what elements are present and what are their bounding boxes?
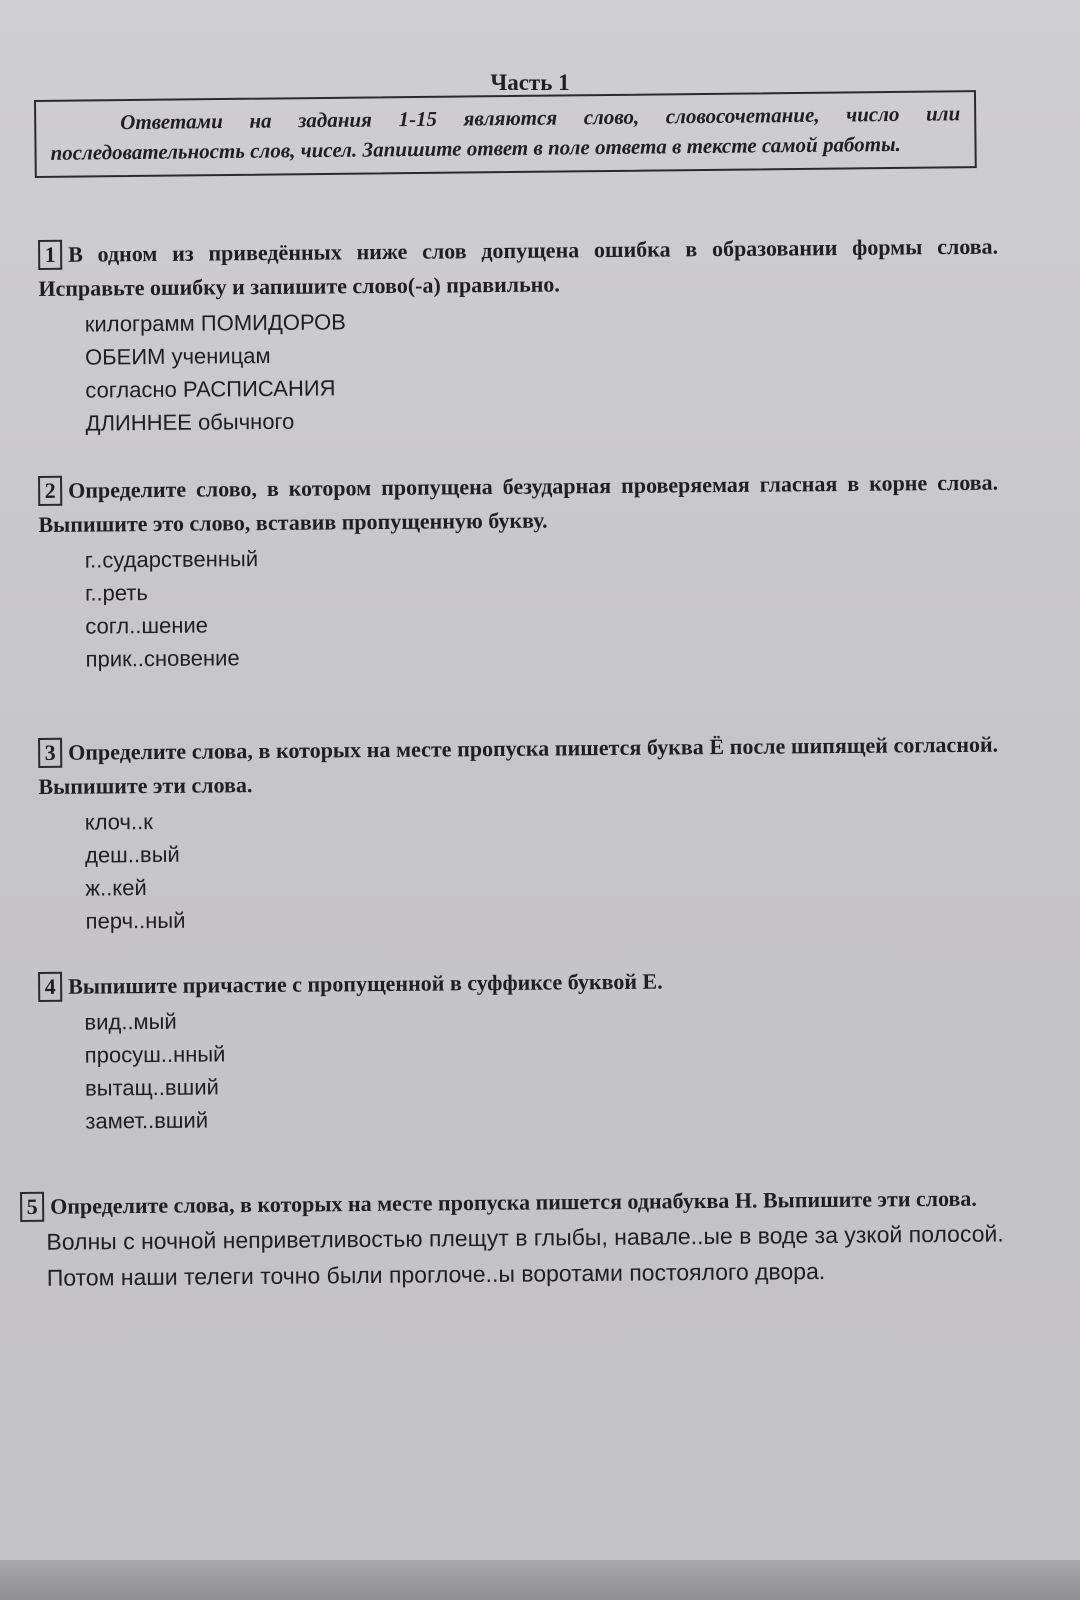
task-2 (38, 466, 1000, 676)
task-4 (38, 962, 999, 1138)
option-item: ДЛИННЕЕ обычного (85, 408, 295, 436)
part-title: Часть 1 (490, 70, 570, 95)
sentence-item: Потом наши телеги точно были проглоче..ы воротами постоялого двора. (46, 1257, 826, 1291)
option-item: ж..кей (85, 875, 147, 901)
task-number-box: 5 (20, 1192, 44, 1222)
task-4-prompt (38, 962, 998, 1004)
sentence-item: Волны с ночной неприветливостью плещут в глыбы, навале..ые в воде за узкой полосой. (46, 1220, 1004, 1255)
option-item: согл..шение (85, 612, 209, 639)
task-5-sentences (20, 1215, 1041, 1296)
instruction-box: Ответами на задания 1-15 являются слово, словосочетание, число или последовательность слов, чисел. Запишите ответ в поле ответа в тексте самой работы. (34, 90, 977, 178)
task-4-text: Выпишите причастие с пропущенной в суффиксе буквой Е. (68, 968, 663, 999)
task-1 (38, 230, 1000, 440)
task-number-box: 4 (38, 972, 62, 1002)
task-2-prompt (38, 466, 999, 542)
task-5 (20, 1181, 1041, 1296)
task-3-prompt (38, 728, 999, 804)
option-item: замет..вший (85, 1107, 209, 1134)
option-item: вытащ..вший (84, 1074, 219, 1101)
task-4-options (38, 998, 999, 1138)
task-1-options (39, 300, 1000, 440)
task-number-box: 1 (38, 240, 62, 270)
option-item: вид..мый (84, 1008, 177, 1035)
task-number-box: 3 (38, 738, 62, 768)
option-item: прик..сновение (85, 645, 240, 672)
task-2-text: Определите слово, в котором пропущена безударная проверяемая гласная в корне слова. Выпишите это слово, вставив пропущенную букву. (38, 469, 999, 537)
option-item: просуш..нный (84, 1041, 226, 1068)
option-item: перч..ный (85, 907, 186, 934)
task-number-box: 2 (38, 476, 62, 506)
option-item: г..реть (84, 580, 148, 606)
task-5-text: Определите слова, в которых на месте пропуска пишется однабуква Н. Выпишите эти слова. (50, 1185, 977, 1219)
task-2-options (39, 536, 1000, 676)
option-item: клоч..к (84, 809, 153, 835)
task-1-prompt (38, 230, 999, 306)
task-3-text: Определите слова, в которых на месте пропуска пишется буква Ё после шипящей согласной. Выпишите эти слова. (38, 731, 999, 799)
option-item: ОБЕИМ ученицам (84, 342, 271, 370)
option-item: г..сударственный (84, 546, 259, 573)
task-1-text: В одном из приведённых ниже слов допущена ошибка в образовании формы слова. Исправьте ошибку и запишите слово(-а) правильно. (38, 233, 999, 301)
task-3 (38, 728, 1000, 938)
option-item: деш..вый (84, 841, 180, 868)
task-3-options (39, 798, 1000, 938)
option-item: килограмм ПОМИДОРОВ (84, 309, 347, 337)
page-edge (0, 1560, 1080, 1600)
option-item: согласно РАСПИСАНИЯ (85, 375, 336, 403)
